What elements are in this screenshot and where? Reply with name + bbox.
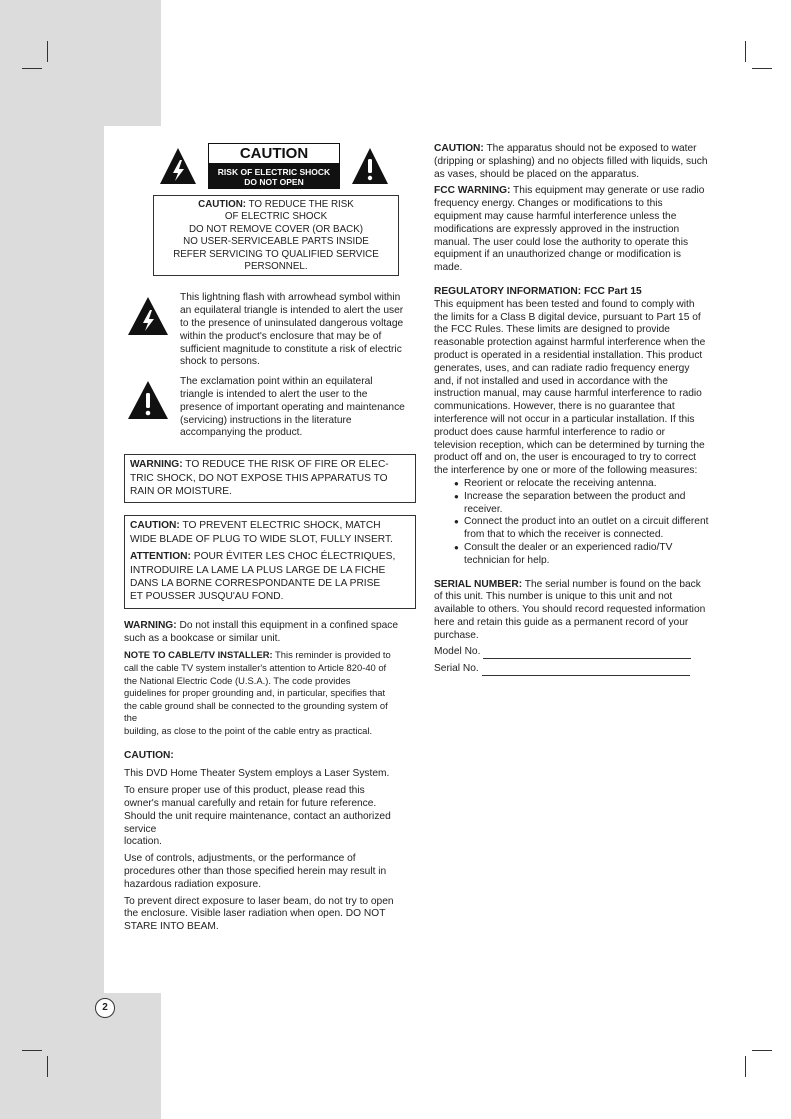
text-line: shock to persons. [180, 356, 260, 368]
model-number-blank [483, 648, 691, 659]
text-line: the FCC Rules. These limits are designed to provide [434, 324, 670, 336]
page-margin-bottom [0, 993, 161, 1119]
text-line: hazardous radiation exposure. [124, 878, 262, 890]
fcc-warning [434, 185, 724, 275]
text-line: This DVD Home Theater System employs a Laser System. [124, 768, 390, 780]
model-number-label: Model No. [434, 646, 481, 658]
text-line: equipment if an unauthorized change or modification is [434, 249, 681, 261]
laser-paragraph [124, 785, 416, 849]
caution-label [154, 143, 394, 189]
caution-subtitle-line: RISK OF ELECTRIC SHOCK [217, 167, 331, 177]
laser-paragraph [124, 768, 416, 781]
text-line: product is operated in a residential installation. This product [434, 349, 703, 361]
text-line: TRIC SHOCK, DO NOT EXPOSE THIS APPARATUS TO [130, 472, 388, 484]
page-margin-left [0, 126, 104, 993]
text-line: STARE INTO BEAM. [124, 921, 219, 933]
text-line: made. [434, 262, 463, 274]
text-line: (dripping or splashing) and no objects filled with liquids, such [434, 155, 708, 167]
fire-shock-warning-box [124, 454, 416, 503]
text-line: guidelines for proper grounding and, in particular, specifies that [124, 687, 386, 699]
crop-mark [745, 41, 746, 62]
list-item: ● Increase the separation between the product and receiver. [454, 491, 724, 517]
caution-notice-line: CAUTION: TO REDUCE THE RISK [198, 199, 354, 210]
text-line: communications. However, there is no guarantee that [434, 401, 675, 413]
exclamation-explanation-text [180, 376, 416, 440]
text-line: product does cause harmful interference to radio or [434, 426, 666, 438]
caution-title: CAUTION [208, 143, 340, 164]
crop-mark [47, 41, 48, 62]
exclamation-explanation [124, 376, 416, 440]
text-line: instruction manual, may cause harmful interference to radio [434, 388, 702, 400]
laser-caution-heading: CAUTION: [124, 749, 174, 761]
text-line: Should the unit require maintenance, contact an authorized [124, 810, 391, 822]
lightning-explanation [124, 292, 416, 369]
text-line: DANS LA BORNE CORRESPONDANTE DE LA PRISE [130, 578, 381, 590]
text-line: (servicing) instructions in the literature [180, 414, 352, 426]
text-line: such as a bookcase or similar unit. [124, 632, 281, 644]
cable-installer-note [124, 649, 416, 737]
text-line: This lightning flash with arrowhead symbol within [180, 292, 401, 304]
text-line: an equilateral triangle is intended to alert the user [180, 305, 404, 317]
text-line: the interference by one or more of the following measures: [434, 465, 698, 477]
text-line: television reception, which can be determined by turning the [434, 439, 705, 451]
text-line: This equipment has been tested and found to comply with [434, 298, 695, 310]
text-line: To prevent direct exposure to laser beam, do not try to open [124, 895, 394, 907]
plug-caution [130, 519, 410, 546]
list-item: ● Connect the product into an outlet on a circuit different from that to which the receiver is connected. [454, 516, 724, 542]
text-line: modifications are expressly approved in the instruction [434, 223, 680, 235]
serial-number-blank [482, 665, 690, 676]
crop-mark [752, 68, 772, 69]
text-line: interference will not occur in a particular installation. If this [434, 413, 695, 425]
text-line: the cable ground shall be connected to the grounding system of [124, 699, 388, 711]
text-line: frequency energy. Changes or modifications to this [434, 198, 663, 210]
text-line: FCC WARNING: This equipment may generate or use radio [434, 185, 705, 197]
install-warning [124, 620, 416, 646]
text-line: service [124, 823, 157, 835]
text-line: WARNING: Do not install this equipment in a confined space [124, 619, 399, 631]
text-line: product off and on, the user is encouraged to try to correct [434, 452, 697, 464]
right-column [434, 143, 724, 676]
regulatory-heading: REGULATORY INFORMATION: FCC Part 15 [434, 285, 642, 297]
water-caution [434, 143, 724, 181]
text-line: procedures other than those specified herein may result in [124, 865, 387, 877]
crop-mark [752, 1050, 772, 1051]
caution-subtitle [208, 164, 340, 189]
caution-notice-line: DO NOT REMOVE COVER (OR BACK) [188, 223, 363, 235]
list-item: ● Reorient or relocate the receiving antenna. [454, 478, 724, 491]
regulatory-information [434, 286, 724, 568]
text-line: within the product's enclosure that may be of [180, 330, 382, 342]
exclamation-warning-icon [127, 380, 169, 420]
lightning-warning-icon [158, 146, 198, 186]
lightning-explanation-text [180, 292, 416, 369]
caution-notice-box [153, 195, 399, 276]
text-line: CAUTION: TO PREVENT ELECTRIC SHOCK, MATCH [130, 520, 381, 532]
caution-notice-line: NO USER-SERVICEABLE PARTS INSIDE [183, 236, 369, 248]
model-number-field [434, 646, 724, 659]
plug-caution-box [124, 515, 416, 608]
caution-sign [208, 143, 340, 189]
text-line: To ensure proper use of this product, please read this [124, 785, 365, 797]
interference-measures-list [434, 478, 724, 568]
text-line: WIDE BLADE OF PLUG TO WIDE SLOT, FULLY INSERT. [130, 533, 393, 545]
text-line: available to others. You should record requested information [434, 604, 706, 616]
text-line: presence of important operating and maintenance [180, 401, 405, 413]
list-item: ● Consult the dealer or an experienced radio/TV technician for help. [454, 542, 724, 568]
crop-mark [47, 1056, 48, 1077]
text-line: the enclosure. Visible laser radiation when open. DO NOT [124, 908, 386, 920]
text-line: reasonable protection against harmful interference when the [434, 337, 706, 349]
text-line: generates, uses, and can radiate radio frequency energy [434, 362, 690, 374]
serial-number-field [434, 663, 724, 676]
page-number: 2 [95, 998, 115, 1018]
lightning-warning-icon [127, 296, 169, 336]
spacer [434, 279, 724, 286]
crop-mark [745, 1056, 746, 1077]
text-line: the National Electric Code (U.S.A.). The code provides [124, 674, 351, 686]
text-line: manual. The user could lose the authority to operate this [434, 236, 689, 248]
exclamation-warning-icon [350, 146, 390, 186]
caution-notice-line: PERSONNEL. [244, 261, 308, 273]
text-line: The exclamation point within an equilateral [180, 376, 373, 388]
text-line: sufficient magnitude to constitute a risk of electric [180, 343, 402, 355]
text-line: here and retain this guide as a permanent record of your [434, 616, 689, 628]
text-line: the limits for a Class B digital device, pursuant to Part 15 of [434, 311, 701, 323]
text-line: triangle is intended to alert the user to the [180, 389, 368, 401]
text-line: WARNING: TO REDUCE THE RISK OF FIRE OR ELEC- [130, 459, 389, 471]
text-line: NOTE TO CABLE/TV INSTALLER: This reminder is provided to [124, 649, 391, 661]
text-line: ATTENTION: POUR ÉVITER LES CHOC ÉLECTRIQUES, [130, 551, 396, 563]
left-column [124, 143, 416, 938]
caution-notice-line: OF ELECTRIC SHOCK [224, 211, 328, 223]
page-margin-top [0, 0, 161, 126]
text-line: to the presence of uninsulated dangerous voltage [180, 318, 404, 330]
text-line: CAUTION: The apparatus should not be exposed to water [434, 143, 697, 154]
laser-paragraph [124, 853, 416, 891]
caution-subtitle-line: DO NOT OPEN [244, 177, 304, 187]
text-line: the [124, 712, 138, 724]
text-line: SERIAL NUMBER: The serial number is found on the back [434, 578, 701, 590]
text-line: location. [124, 836, 162, 848]
text-line: INTRODUIRE LA LAME LA PLUS LARGE DE LA FICHE [130, 564, 386, 576]
serial-number-label: Serial No. [434, 663, 479, 675]
caution-notice-line: REFER SERVICING TO QUALIFIED SERVICE [173, 248, 379, 260]
text-line: equipment may cause harmful interference unless the [434, 210, 677, 222]
crop-mark [22, 1050, 42, 1051]
crop-mark [22, 68, 42, 69]
text-line: call the cable TV system installer's attention to Article 820-40 of [124, 662, 387, 674]
text-line: accompanying the product. [180, 427, 303, 439]
text-line: of this unit. This number is unique to this unit and not [434, 591, 673, 603]
text-line: and, if not installed and used in accordance with the [434, 375, 668, 387]
text-line: RAIN OR MOISTURE. [130, 486, 232, 498]
text-line: owner's manual carefully and retain for future reference. [124, 798, 377, 809]
laser-paragraph [124, 896, 416, 934]
serial-number-info [434, 579, 724, 643]
text-line: Use of controls, adjustments, or the performance of [124, 853, 356, 865]
plug-attention [130, 550, 410, 604]
text-line: as vases, should be placed on the apparatus. [434, 168, 640, 180]
spacer [434, 568, 724, 579]
text-line: purchase. [434, 629, 479, 641]
text-line: ET POUSSER JUSQU'AU FOND. [130, 591, 284, 603]
text-line: building, as close to the point of the cable entry as practical. [124, 725, 373, 737]
